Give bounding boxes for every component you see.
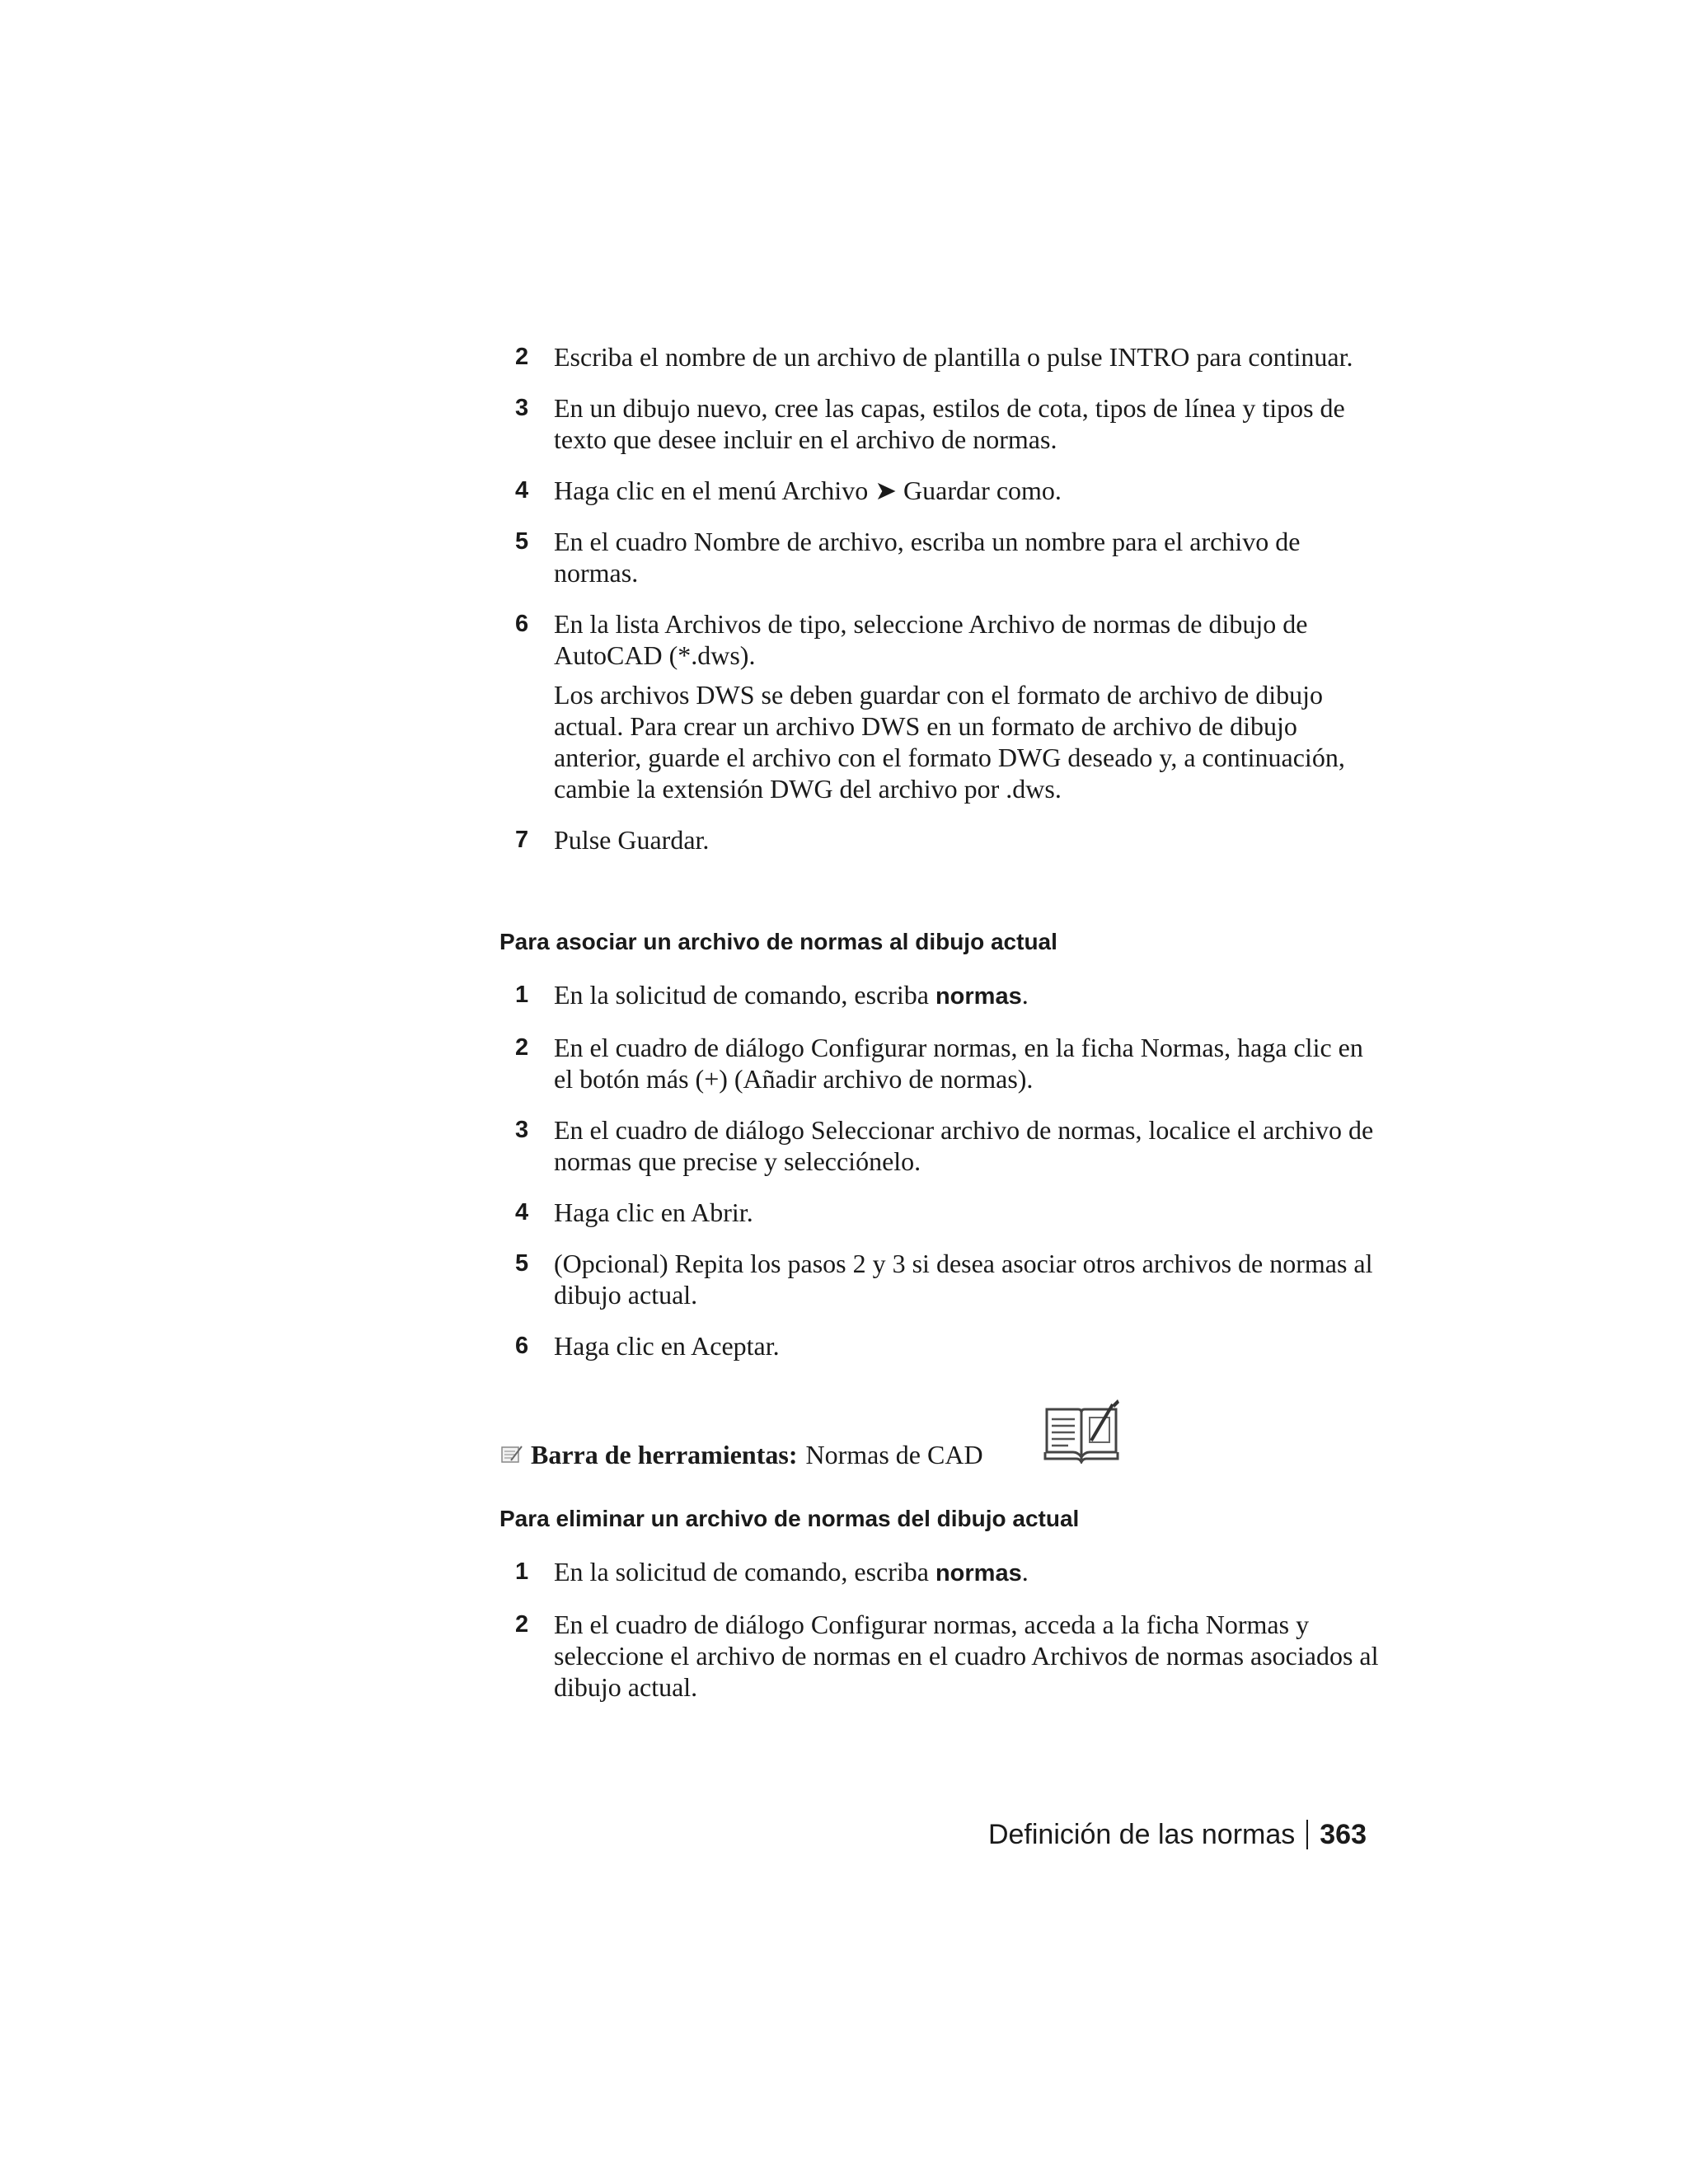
step-item (511, 1248, 1385, 1310)
step-number: 1 (515, 982, 529, 1008)
step-item (511, 1609, 1385, 1703)
step-number: 2 (515, 1034, 529, 1061)
step-text: En el cuadro de diálogo Seleccionar archivo de normas, localice el archivo de normas que precise y selecciónelo. (554, 1115, 1374, 1176)
toolbar-reference (499, 1439, 983, 1470)
step-text-before: En la solicitud de comando, escriba (554, 1557, 935, 1586)
toolbar-label: Barra de herramientas: (531, 1440, 798, 1469)
step-text: Escriba el nombre de un archivo de plantilla o pulse INTRO para continuar. (554, 342, 1353, 372)
step-text: Haga clic en el menú Archivo ➤ Guardar como. (554, 476, 1062, 505)
steps-list-associate (511, 979, 1385, 1381)
footer-divider (1306, 1820, 1308, 1849)
step-number: 5 (515, 1250, 529, 1277)
step-number: 5 (515, 528, 529, 555)
section-heading-associate: Para asociar un archivo de normas al dibujo actual (499, 929, 1057, 954)
step-item (511, 979, 1385, 1012)
step-item (511, 392, 1385, 455)
footer-section-title: Definición de las normas (987, 1819, 1296, 1850)
toolbar-note-icon (499, 1442, 524, 1467)
step-number: 4 (515, 1199, 529, 1226)
step-item (511, 526, 1385, 588)
step-item (511, 1330, 1385, 1361)
step-number: 6 (515, 611, 529, 637)
step-item (511, 1114, 1385, 1177)
step-text: En el cuadro de diálogo Configurar normas, en la ficha Normas, haga clic en el botón más (+) (Añadir archivo de normas). (554, 1033, 1363, 1094)
step-item (511, 475, 1385, 506)
step-number: 7 (515, 827, 529, 853)
command-name: normas (935, 983, 1022, 1010)
step-item (511, 824, 1385, 855)
step-number: 3 (515, 395, 529, 421)
step-text: Haga clic en Aceptar. (554, 1331, 780, 1361)
step-number: 1 (515, 1558, 529, 1585)
step-text: En el cuadro de diálogo Configurar normas, acceda a la ficha Normas y seleccione el archivo de normas en el cuadro Archivos de normas asociados al dibujo actual. (554, 1610, 1379, 1702)
step-number: 2 (515, 1611, 529, 1638)
step-text-before: En la solicitud de comando, escriba (554, 980, 935, 1010)
step-item (511, 1556, 1385, 1589)
step-number: 2 (515, 344, 529, 370)
steps-list-remove (511, 1556, 1385, 1722)
command-name: normas (935, 1560, 1022, 1586)
step-number: 6 (515, 1333, 529, 1359)
step-note: Los archivos DWS se deben guardar con el formato de archivo de dibujo actual. Para crear un archivo DWS en un formato de archivo de dibujo anterior, guarde el archivo con el formato DWG deseado y, a continuación, cambie la extensión DWG del archivo por .dws. (554, 680, 1345, 804)
step-item (511, 341, 1385, 373)
page-footer (988, 1818, 1367, 1851)
step-text-after: . (1021, 1557, 1029, 1586)
step-text-after: . (1021, 980, 1029, 1010)
step-text: En el cuadro Nombre de archivo, escriba un nombre para el archivo de normas. (554, 527, 1301, 588)
step-text: (Opcional) Repita los pasos 2 y 3 si desea asociar otros archivos de normas al dibujo actual. (554, 1249, 1373, 1310)
step-number: 3 (515, 1117, 529, 1143)
step-number: 4 (515, 477, 529, 504)
steps-list-create-standards (511, 341, 1385, 875)
page-number: 363 (1320, 1819, 1367, 1850)
cad-standards-book-icon (1042, 1398, 1121, 1464)
step-text: En un dibujo nuevo, cree las capas, estilos de cota, tipos de línea y tipos de texto que desee incluir en el archivo de normas. (554, 393, 1345, 454)
toolbar-value: Normas de CAD (805, 1440, 983, 1469)
step-text: Haga clic en Abrir. (554, 1197, 753, 1227)
step-item (511, 1197, 1385, 1228)
step-item (511, 608, 1385, 804)
step-item (511, 1032, 1385, 1094)
section-heading-remove: Para eliminar un archivo de normas del dibujo actual (499, 1506, 1080, 1531)
step-text: Pulse Guardar. (554, 825, 710, 855)
step-text: En la lista Archivos de tipo, seleccione Archivo de normas de dibujo de AutoCAD (*.dws). (554, 609, 1308, 670)
